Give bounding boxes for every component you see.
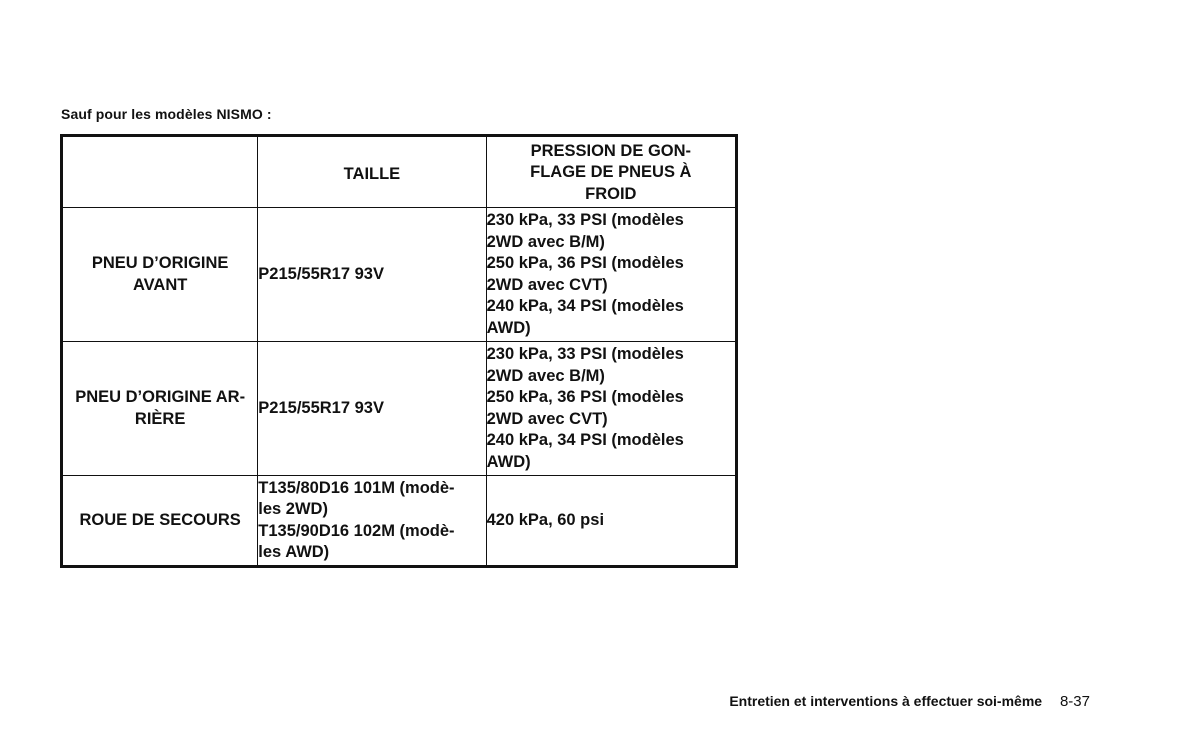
pressure-line: 250 kPa, 36 PSI (modèles bbox=[486, 254, 684, 272]
header-pressure bbox=[486, 136, 736, 208]
table-caption: Sauf pour les modèles NISMO : bbox=[61, 106, 272, 122]
pressure-line: 2WD avec B/M) bbox=[486, 232, 605, 251]
table-row-spare-wheel bbox=[62, 476, 737, 567]
tire-size-front bbox=[258, 208, 486, 342]
row-label-front bbox=[62, 208, 258, 342]
tire-size-line: les AWD) bbox=[258, 543, 330, 561]
row-label-line: AVANT bbox=[132, 275, 188, 294]
header-pressure-line: PRESSION DE GON- bbox=[530, 141, 692, 160]
tire-size-line: T135/80D16 101M (modè- bbox=[258, 478, 455, 497]
table-row-front-tire bbox=[62, 208, 737, 342]
pressure-line: 420 kPa, 60 psi bbox=[486, 510, 605, 529]
pressure-line: 240 kPa, 34 PSI (modèles bbox=[486, 431, 684, 449]
header-pressure-line: FROID bbox=[585, 184, 637, 203]
tire-size-line: les 2WD) bbox=[258, 500, 328, 518]
pressure-line: 2WD avec CVT) bbox=[486, 275, 608, 294]
pressure-line: 2WD avec CVT) bbox=[486, 409, 608, 428]
pressure-line: 230 kPa, 33 PSI (modèles bbox=[486, 211, 684, 229]
header-empty-cell bbox=[62, 136, 258, 208]
row-label-line: PNEU D’ORIGINE AR- bbox=[75, 388, 246, 406]
tire-pressure-spare bbox=[486, 476, 736, 567]
pressure-line: AWD) bbox=[486, 318, 531, 337]
row-label-line: PNEU D’ORIGINE bbox=[91, 254, 229, 272]
page-number: 8-37 bbox=[1059, 693, 1090, 710]
pressure-line: 250 kPa, 36 PSI (modèles bbox=[486, 388, 684, 406]
tire-size-line: P215/55R17 93V bbox=[258, 398, 384, 417]
row-label-line: ROUE DE SECOURS bbox=[79, 510, 241, 529]
table-header-row bbox=[62, 136, 737, 208]
table-row-rear-tire bbox=[62, 342, 737, 476]
footer-section-title: Entretien et interventions à effectuer soi-même bbox=[729, 693, 1043, 709]
header-pressure-line: FLAGE DE PNEUS À bbox=[530, 163, 692, 182]
page-footer bbox=[729, 693, 1090, 710]
tire-size-rear bbox=[258, 342, 486, 476]
row-label-line: RIÈRE bbox=[134, 409, 186, 428]
tire-size-line: T135/90D16 102M (modè- bbox=[258, 521, 455, 540]
tire-pressure-table bbox=[60, 134, 738, 568]
tire-size-spare bbox=[258, 476, 486, 567]
tire-pressure-front bbox=[486, 208, 736, 342]
row-label-spare bbox=[62, 476, 258, 567]
tire-pressure-rear bbox=[486, 342, 736, 476]
pressure-line: 240 kPa, 34 PSI (modèles bbox=[486, 297, 684, 315]
row-label-rear bbox=[62, 342, 258, 476]
tire-size-line: P215/55R17 93V bbox=[258, 264, 384, 283]
header-size: TAILLE bbox=[258, 136, 486, 208]
pressure-line: AWD) bbox=[486, 452, 531, 471]
pressure-line: 230 kPa, 33 PSI (modèles bbox=[486, 345, 684, 363]
pressure-line: 2WD avec B/M) bbox=[486, 366, 605, 385]
